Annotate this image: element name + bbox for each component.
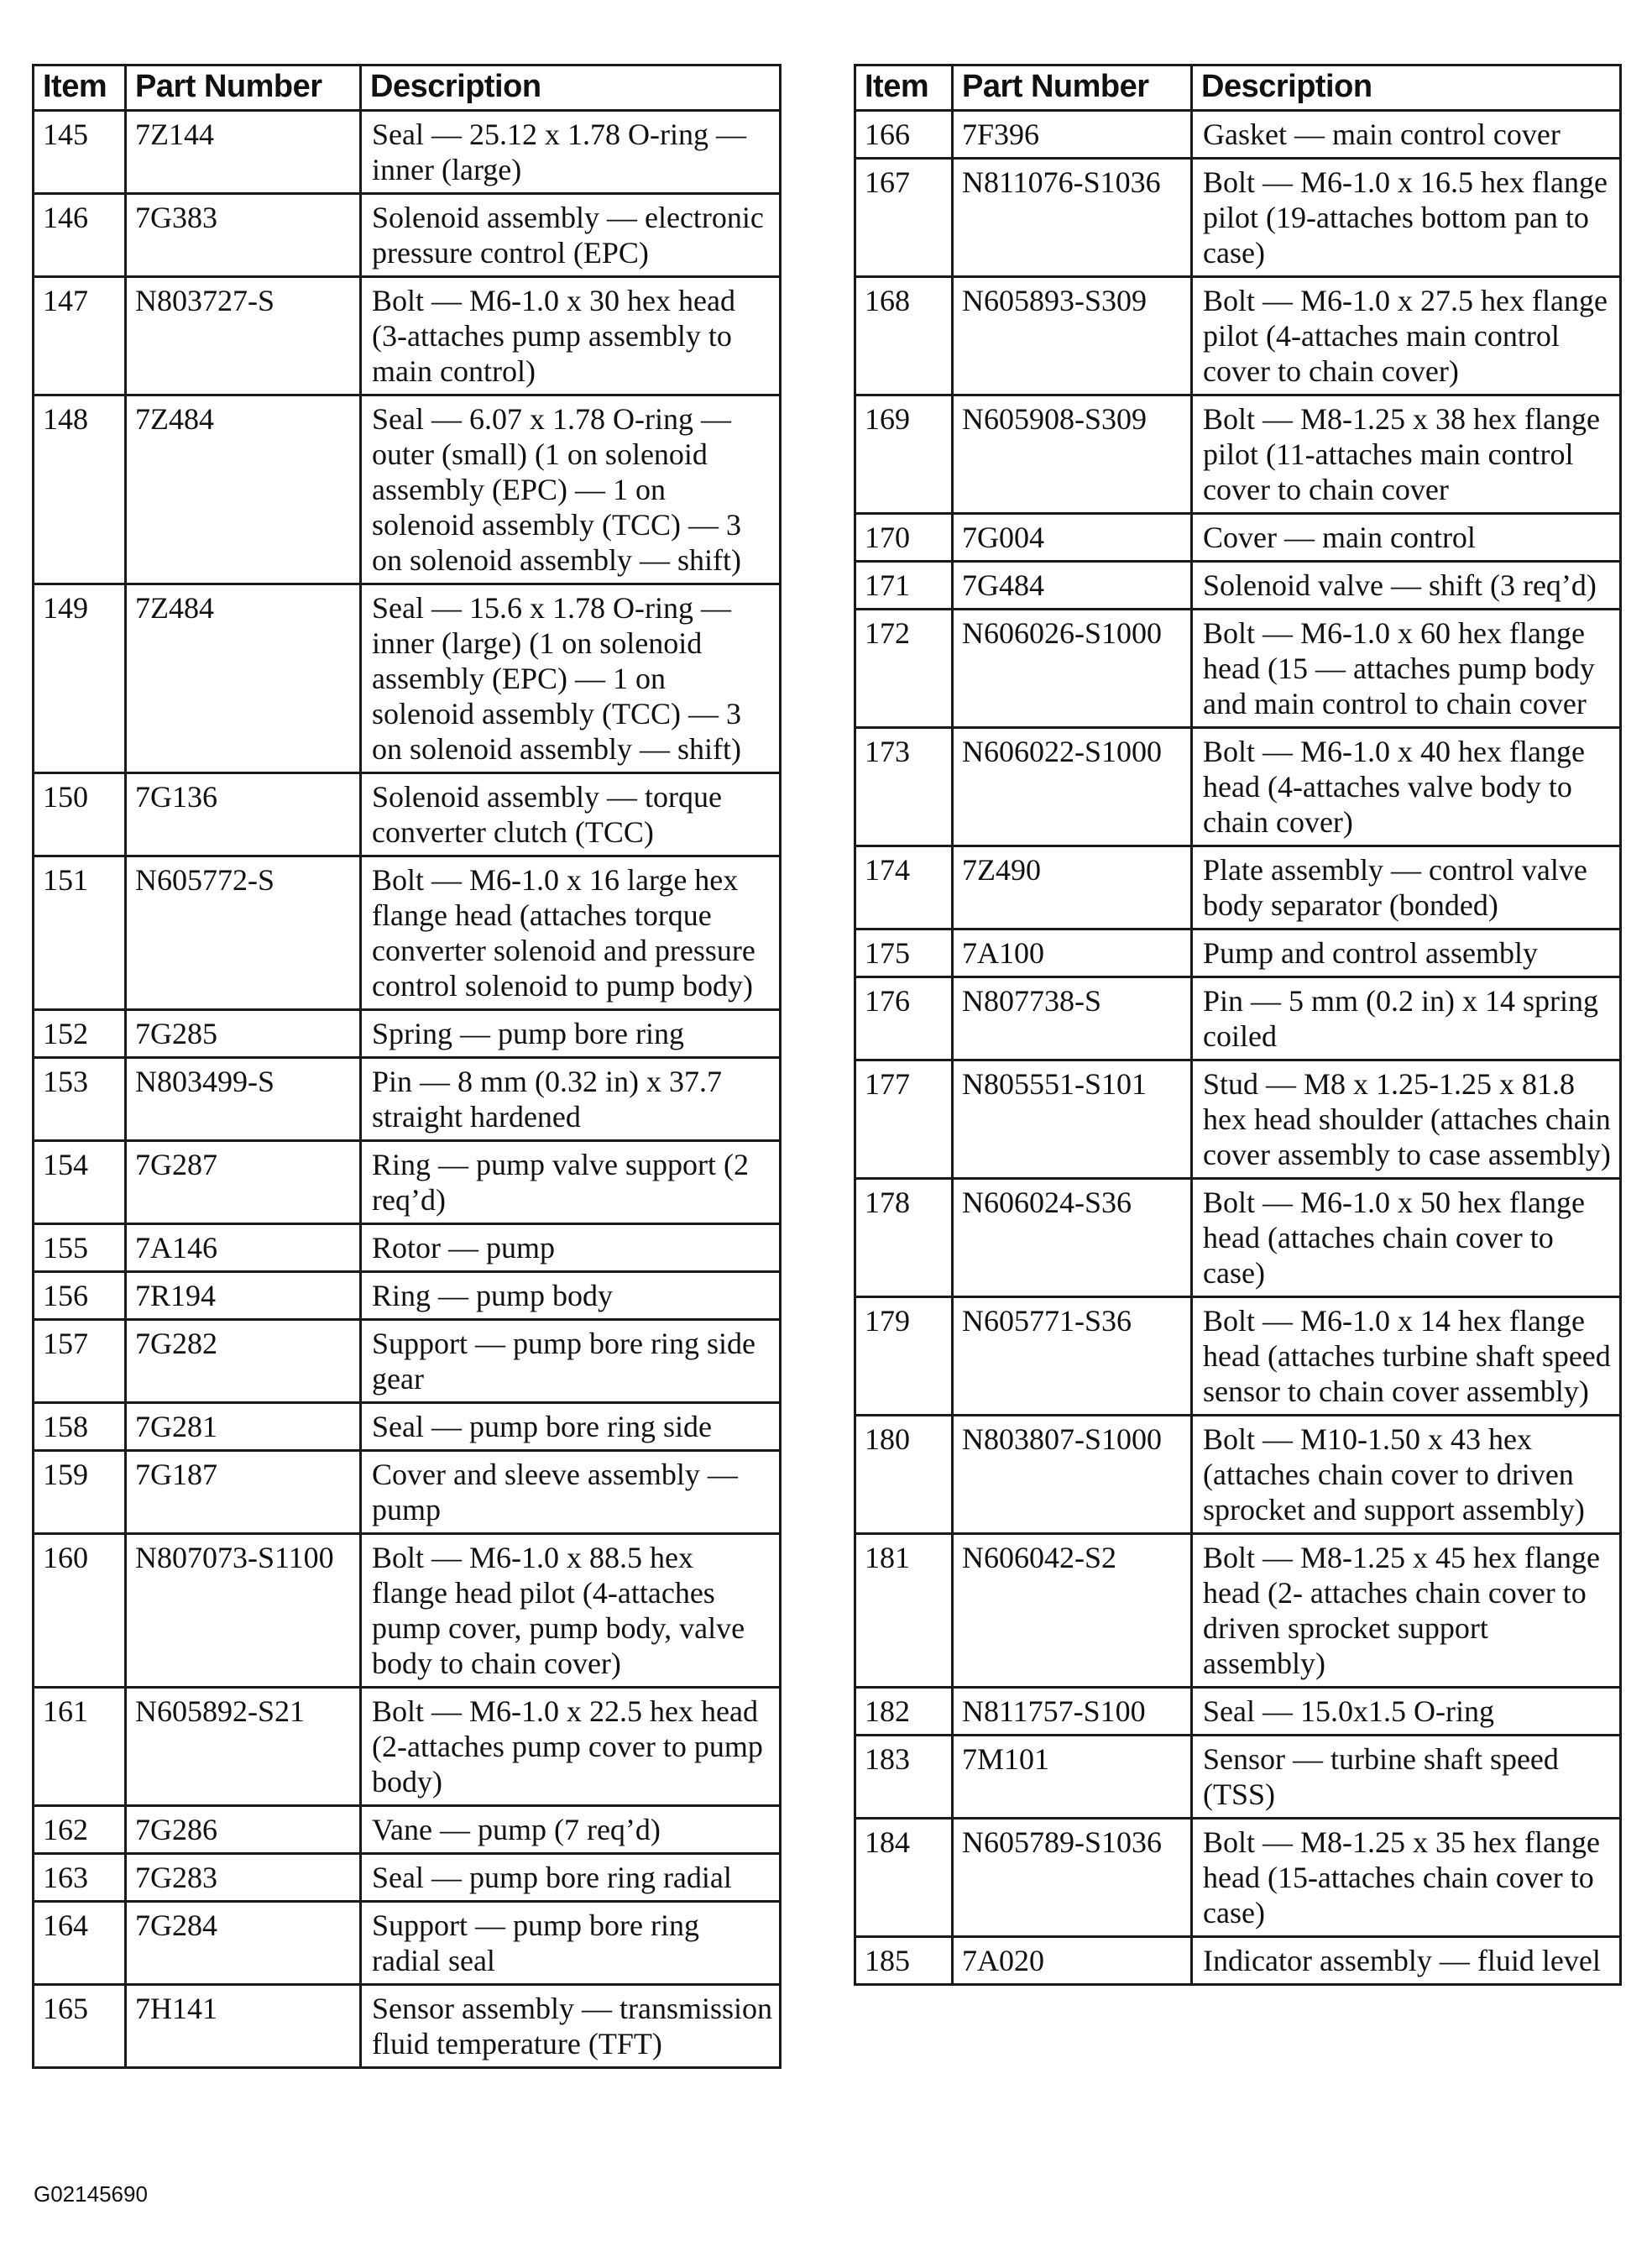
description-cell: Plate assembly — control valve body separator (bonded) (1192, 846, 1621, 929)
part-number-cell: 7G282 (126, 1320, 361, 1403)
description-cell: Ring — pump body (361, 1272, 781, 1320)
description-cell: Bolt — M6-1.0 x 22.5 hex head (2-attaches pump cover to pump body) (361, 1688, 781, 1806)
table-row (34, 773, 781, 856)
table-row (855, 1416, 1621, 1534)
table-row (34, 1403, 781, 1451)
table-row (855, 846, 1621, 929)
table-row (34, 1985, 781, 2068)
part-number-cell: 7G484 (953, 562, 1192, 610)
table-row (34, 1854, 781, 1902)
part-number-cell: N606022-S1000 (953, 728, 1192, 846)
description-cell: Bolt — M6-1.0 x 88.5 hex flange head pilot (4-attaches pump cover, pump body, valve body to chain cover) (361, 1534, 781, 1688)
item-cell: 154 (34, 1141, 126, 1224)
header-row (855, 65, 1621, 111)
item-cell: 183 (855, 1736, 953, 1819)
description-cell: Bolt — M6-1.0 x 27.5 hex flange pilot (4-attaches main control cover to chain cover) (1192, 277, 1621, 395)
part-number-cell: 7R194 (126, 1272, 361, 1320)
table-row (34, 194, 781, 277)
part-number-cell: 7G004 (953, 514, 1192, 562)
figure-id: G02145690 (34, 2181, 148, 2207)
part-number-cell: 7G283 (126, 1854, 361, 1902)
table-row (855, 1819, 1621, 1937)
item-cell: 175 (855, 929, 953, 977)
item-cell: 146 (34, 194, 126, 277)
item-cell: 160 (34, 1534, 126, 1688)
item-cell: 169 (855, 395, 953, 514)
table-row (34, 111, 781, 194)
part-number-cell: N605789-S1036 (953, 1819, 1192, 1937)
part-number-cell: 7G187 (126, 1451, 361, 1534)
description-cell: Vane — pump (7 req’d) (361, 1806, 781, 1854)
table-row (855, 1736, 1621, 1819)
part-number-cell: 7G136 (126, 773, 361, 856)
description-cell: Support — pump bore ring side gear (361, 1320, 781, 1403)
part-number-cell: 7G284 (126, 1902, 361, 1985)
item-cell: 185 (855, 1937, 953, 1985)
part-number-cell: N605772-S (126, 856, 361, 1010)
description-cell: Pin — 5 mm (0.2 in) x 14 spring coiled (1192, 977, 1621, 1060)
description-cell: Bolt — M6-1.0 x 14 hex flange head (attaches turbine shaft speed sensor to chain cover assembly) (1192, 1297, 1621, 1416)
table-row (855, 395, 1621, 514)
item-cell: 181 (855, 1534, 953, 1688)
part-number-cell: 7G286 (126, 1806, 361, 1854)
item-cell: 150 (34, 773, 126, 856)
part-number-cell: 7G287 (126, 1141, 361, 1224)
description-cell: Pin — 8 mm (0.32 in) x 37.7 straight hardened (361, 1058, 781, 1141)
item-cell: 155 (34, 1224, 126, 1272)
part-number-cell: 7G383 (126, 194, 361, 277)
table-row (34, 1141, 781, 1224)
description-cell: Support — pump bore ring radial seal (361, 1902, 781, 1985)
parts-table-left-body (34, 111, 781, 2068)
item-cell: 180 (855, 1416, 953, 1534)
description-cell: Bolt — M6-1.0 x 16 large hex flange head (attaches torque converter solenoid and pressure control solenoid to pump body) (361, 856, 781, 1010)
part-number-cell: 7G281 (126, 1403, 361, 1451)
item-cell: 157 (34, 1320, 126, 1403)
description-cell: Bolt — M8-1.25 x 38 hex flange pilot (11-attaches main control cover to chain cover (1192, 395, 1621, 514)
description-cell: Bolt — M6-1.0 x 60 hex flange head (15 — attaches pump body and main control to chain cover (1192, 610, 1621, 728)
header-item: Item (34, 65, 126, 111)
description-cell: Seal — 15.6 x 1.78 O-ring — inner (large) (1 on solenoid assembly (EPC) — 1 on solenoid assembly (TCC) — 3 on solenoid assembly — shift) (361, 584, 781, 773)
item-cell: 174 (855, 846, 953, 929)
description-cell: Seal — pump bore ring radial (361, 1854, 781, 1902)
table-row (855, 1688, 1621, 1736)
table-row (855, 1179, 1621, 1297)
item-cell: 149 (34, 584, 126, 773)
table-row (855, 977, 1621, 1060)
item-cell: 163 (34, 1854, 126, 1902)
table-row (34, 1902, 781, 1985)
item-cell: 147 (34, 277, 126, 395)
part-number-cell: 7A146 (126, 1224, 361, 1272)
item-cell: 159 (34, 1451, 126, 1534)
description-cell: Bolt — M6-1.0 x 30 hex head (3-attaches pump assembly to main control) (361, 277, 781, 395)
part-number-cell: N803727-S (126, 277, 361, 395)
header-description: Description (361, 65, 781, 111)
table-row (34, 277, 781, 395)
table-row (34, 1224, 781, 1272)
description-cell: Bolt — M8-1.25 x 45 hex flange head (2- attaches chain cover to driven sprocket support assembly) (1192, 1534, 1621, 1688)
item-cell: 167 (855, 159, 953, 277)
description-cell: Seal — pump bore ring side (361, 1403, 781, 1451)
table-row (34, 1272, 781, 1320)
table-row (855, 159, 1621, 277)
part-number-cell: 7G285 (126, 1010, 361, 1058)
part-number-cell: N605908-S309 (953, 395, 1192, 514)
item-cell: 151 (34, 856, 126, 1010)
item-cell: 178 (855, 1179, 953, 1297)
item-cell: 172 (855, 610, 953, 728)
part-number-cell: 7F396 (953, 111, 1192, 159)
description-cell: Bolt — M6-1.0 x 50 hex flange head (attaches chain cover to case) (1192, 1179, 1621, 1297)
description-cell: Bolt — M8-1.25 x 35 hex flange head (15-attaches chain cover to case) (1192, 1819, 1621, 1937)
item-cell: 153 (34, 1058, 126, 1141)
item-cell: 148 (34, 395, 126, 584)
table-row (855, 929, 1621, 977)
description-cell: Bolt — M6-1.0 x 40 hex flange head (4-attaches valve body to chain cover) (1192, 728, 1621, 846)
part-number-cell: N605771-S36 (953, 1297, 1192, 1416)
item-cell: 171 (855, 562, 953, 610)
description-cell: Sensor — turbine shaft speed (TSS) (1192, 1736, 1621, 1819)
part-number-cell: 7M101 (953, 1736, 1192, 1819)
description-cell: Seal — 15.0x1.5 O-ring (1192, 1688, 1621, 1736)
table-row (855, 610, 1621, 728)
table-row (34, 1806, 781, 1854)
item-cell: 145 (34, 111, 126, 194)
part-number-cell: 7Z490 (953, 846, 1192, 929)
part-number-cell: N606042-S2 (953, 1534, 1192, 1688)
description-cell: Solenoid assembly — torque converter clutch (TCC) (361, 773, 781, 856)
part-number-cell: 7A020 (953, 1937, 1192, 1985)
item-cell: 179 (855, 1297, 953, 1416)
table-row (34, 395, 781, 584)
item-cell: 152 (34, 1010, 126, 1058)
part-number-cell: N803807-S1000 (953, 1416, 1192, 1534)
part-number-cell: 7A100 (953, 929, 1192, 977)
table-row (34, 1320, 781, 1403)
table-row (34, 1010, 781, 1058)
item-cell: 177 (855, 1060, 953, 1179)
table-row (855, 1534, 1621, 1688)
parts-table-right (854, 64, 1622, 1986)
table-row (34, 1534, 781, 1688)
part-number-cell: N811757-S100 (953, 1688, 1192, 1736)
item-cell: 170 (855, 514, 953, 562)
table-row (855, 1297, 1621, 1416)
description-cell: Solenoid assembly — electronic pressure control (EPC) (361, 194, 781, 277)
item-cell: 161 (34, 1688, 126, 1806)
table-row (855, 111, 1621, 159)
table-row (855, 1937, 1621, 1985)
description-cell: Spring — pump bore ring (361, 1010, 781, 1058)
description-cell: Rotor — pump (361, 1224, 781, 1272)
item-cell: 165 (34, 1985, 126, 2068)
item-cell: 168 (855, 277, 953, 395)
part-number-cell: N605893-S309 (953, 277, 1192, 395)
parts-table-left (32, 64, 782, 2069)
part-number-cell: N805551-S101 (953, 1060, 1192, 1179)
table-row (855, 514, 1621, 562)
item-cell: 162 (34, 1806, 126, 1854)
table-row (855, 562, 1621, 610)
part-number-cell: N803499-S (126, 1058, 361, 1141)
table-row (34, 856, 781, 1010)
description-cell: Ring — pump valve support (2 req’d) (361, 1141, 781, 1224)
header-row (34, 65, 781, 111)
description-cell: Solenoid valve — shift (3 req’d) (1192, 562, 1621, 610)
description-cell: Seal — 6.07 x 1.78 O-ring — outer (small) (1 on solenoid assembly (EPC) — 1 on solenoid assembly (TCC) — 3 on solenoid assembly — shift) (361, 395, 781, 584)
description-cell: Bolt — M6-1.0 x 16.5 hex flange pilot (19-attaches bottom pan to case) (1192, 159, 1621, 277)
part-number-cell: 7H141 (126, 1985, 361, 2068)
description-cell: Sensor assembly — transmission fluid temperature (TFT) (361, 1985, 781, 2068)
item-cell: 182 (855, 1688, 953, 1736)
header-part-number: Part Number (126, 65, 361, 111)
table-row (34, 1451, 781, 1534)
description-cell: Pump and control assembly (1192, 929, 1621, 977)
part-number-cell: 7Z144 (126, 111, 361, 194)
description-cell: Bolt — M10-1.50 x 43 hex (attaches chain cover to driven sprocket and support assembly) (1192, 1416, 1621, 1534)
part-number-cell: N606026-S1000 (953, 610, 1192, 728)
description-cell: Indicator assembly — fluid level (1192, 1937, 1621, 1985)
header-part-number: Part Number (953, 65, 1192, 111)
part-number-cell: 7Z484 (126, 584, 361, 773)
table-row (855, 277, 1621, 395)
part-number-cell: N807073-S1100 (126, 1534, 361, 1688)
part-number-cell: N606024-S36 (953, 1179, 1192, 1297)
item-cell: 176 (855, 977, 953, 1060)
parts-table-right-body (855, 111, 1621, 1985)
table-row (34, 1058, 781, 1141)
item-cell: 166 (855, 111, 953, 159)
description-cell: Gasket — main control cover (1192, 111, 1621, 159)
item-cell: 158 (34, 1403, 126, 1451)
table-row (34, 584, 781, 773)
table-row (34, 1688, 781, 1806)
part-number-cell: N811076-S1036 (953, 159, 1192, 277)
item-cell: 164 (34, 1902, 126, 1985)
description-cell: Seal — 25.12 x 1.78 O-ring — inner (large) (361, 111, 781, 194)
item-cell: 173 (855, 728, 953, 846)
part-number-cell: 7Z484 (126, 395, 361, 584)
table-row (855, 728, 1621, 846)
part-number-cell: N605892-S21 (126, 1688, 361, 1806)
table-row (855, 1060, 1621, 1179)
description-cell: Stud — M8 x 1.25-1.25 x 81.8 hex head shoulder (attaches chain cover assembly to case assembly) (1192, 1060, 1621, 1179)
part-number-cell: N807738-S (953, 977, 1192, 1060)
description-cell: Cover — main control (1192, 514, 1621, 562)
item-cell: 156 (34, 1272, 126, 1320)
header-description: Description (1192, 65, 1621, 111)
item-cell: 184 (855, 1819, 953, 1937)
header-item: Item (855, 65, 953, 111)
description-cell: Cover and sleeve assembly — pump (361, 1451, 781, 1534)
